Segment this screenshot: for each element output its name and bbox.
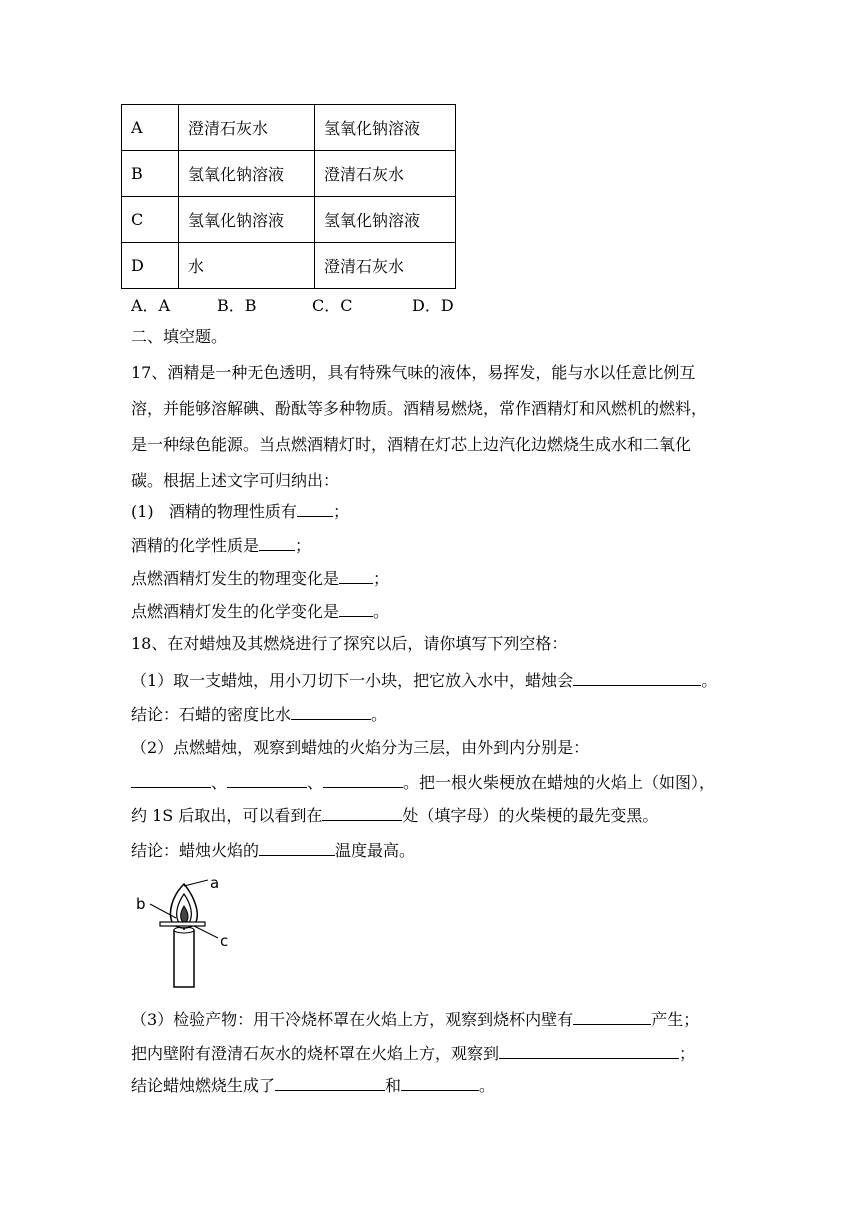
item-prefix: 酒精的化学性质是 [131, 536, 260, 555]
table-cell: 澄清石灰水 [179, 105, 315, 151]
q17-text: 溶，并能够溶解碘、酚酞等多种物质。酒精易燃烧，常作酒精灯和风燃机的燃料， [131, 399, 708, 418]
answer-blank[interactable] [573, 669, 701, 686]
q18-part2: （2）点燃蜡烛，观察到蜡烛的火焰分为三层，由外到内分别是： [131, 738, 590, 757]
candle-body [174, 930, 194, 987]
part-text: 结论：蜡烛火焰的 [131, 841, 260, 860]
q18-conclusion1 [131, 703, 387, 725]
q18-part2-cont [131, 804, 658, 826]
options-table [121, 104, 456, 289]
item-prefix: 点燃酒精灯发生的化学变化是 [131, 602, 340, 621]
answer-blank[interactable] [259, 534, 295, 551]
table-cell: 氢氧化钠溶液 [179, 151, 315, 197]
q17-item [131, 600, 389, 622]
answer-blank[interactable] [259, 839, 335, 856]
answer-blank[interactable] [322, 804, 402, 821]
q17-text: 17、酒精是一种无色透明，具有特殊气味的液体，易挥发，能与水以任意比例互 [131, 363, 696, 382]
q18-part2-blanks [131, 771, 715, 793]
q17-item [131, 567, 389, 589]
label-c: c [220, 932, 229, 950]
row-label: B [122, 151, 179, 197]
item-suffix: ； [332, 502, 349, 521]
answer-blank[interactable] [339, 600, 373, 617]
q18-intro: 18、在对蜡烛及其燃烧进行了探究以后，请你填写下列空格： [131, 634, 568, 653]
answer-blank[interactable] [499, 1042, 679, 1059]
part-text: 和 [385, 1076, 402, 1095]
row-label: A [122, 105, 179, 151]
table-row [122, 243, 456, 289]
answer-blank[interactable] [227, 771, 307, 788]
item-prefix: (1) 酒精的物理性质有 [131, 502, 297, 521]
part-text: 产生； [651, 1010, 700, 1029]
part-text: 把内壁附有澄清石灰水的烧杯罩在火焰上方，观察到 [131, 1044, 500, 1063]
answer-blank[interactable] [323, 771, 403, 788]
q18-part3-cont [131, 1042, 695, 1064]
table-cell: 澄清石灰水 [315, 151, 456, 197]
q17-item [131, 534, 311, 556]
table-cell: 氢氧化钠溶液 [315, 105, 456, 151]
part-text: 温度最高。 [335, 841, 416, 860]
q18-part3 [131, 1008, 699, 1030]
part-end: 。 [479, 1076, 496, 1095]
part-text: （3）检验产物：用干冷烧杯罩在火焰上方，观察到烧杯内壁有 [131, 1010, 574, 1029]
part-end: ； [679, 1044, 696, 1063]
part-text: 约 1S 后取出，可以看到在 [131, 806, 323, 825]
candle-flame-figure [132, 872, 242, 992]
q17-text: 是一种绿色能源。当点燃酒精灯时，酒精在灯芯上边汽化边燃烧生成水和二氧化 [131, 435, 692, 454]
answer-blank[interactable] [291, 703, 371, 720]
item-suffix: ； [295, 536, 312, 555]
separator: 、 [307, 773, 324, 792]
answer-blank[interactable] [401, 1074, 479, 1091]
pointer-c [194, 926, 218, 938]
row-label: D [122, 243, 179, 289]
table-row [122, 197, 456, 243]
label-b: b [136, 895, 146, 913]
answer-blank[interactable] [275, 1074, 385, 1091]
table-row [122, 151, 456, 197]
q17-item [131, 500, 349, 522]
label-a: a [210, 874, 220, 892]
answer-blank[interactable] [297, 500, 333, 517]
part-end: 。 [371, 705, 388, 724]
q18-part1 [131, 669, 717, 691]
q17-text: 碳。根据上述文字可归纳出： [131, 471, 340, 490]
answer-blank[interactable] [131, 771, 211, 788]
table-row [122, 105, 456, 151]
part-text: 处（填字母）的火柴梗的最先变黑。 [402, 806, 659, 825]
q18-conclusion2 [131, 839, 415, 861]
part-text: 结论蜡烛燃烧生成了 [131, 1076, 276, 1095]
option-d: D．D [412, 296, 454, 315]
part-end: 。 [701, 671, 718, 690]
row-label: C [122, 197, 179, 243]
option-c: C．C [312, 296, 353, 315]
q18-conclusion3 [131, 1074, 495, 1096]
separator: 、 [211, 773, 228, 792]
item-suffix: 。 [373, 602, 390, 621]
answer-blank[interactable] [339, 567, 373, 584]
answer-options [131, 296, 454, 316]
item-prefix: 点燃酒精灯发生的物理变化是 [131, 569, 340, 588]
answer-blank[interactable] [573, 1008, 651, 1025]
table-cell: 澄清石灰水 [315, 243, 456, 289]
item-suffix: ； [373, 569, 390, 588]
option-a: A．A [131, 296, 171, 315]
part-text: 。把一根火柴梗放在蜡烛的火焰上（如图）， [403, 773, 716, 792]
part-text: （1）取一支蜡烛，用小刀切下一小块，把它放入水中，蜡烛会 [131, 671, 574, 690]
section-heading: 二、填空题。 [131, 327, 228, 346]
table-cell: 水 [179, 243, 315, 289]
matchstick [160, 922, 205, 926]
table-cell: 氢氧化钠溶液 [179, 197, 315, 243]
pointer-a [184, 880, 208, 886]
part-text: 结论：石蜡的密度比水 [131, 705, 292, 724]
option-b: B．B [217, 296, 257, 315]
table-cell: 氢氧化钠溶液 [315, 197, 456, 243]
